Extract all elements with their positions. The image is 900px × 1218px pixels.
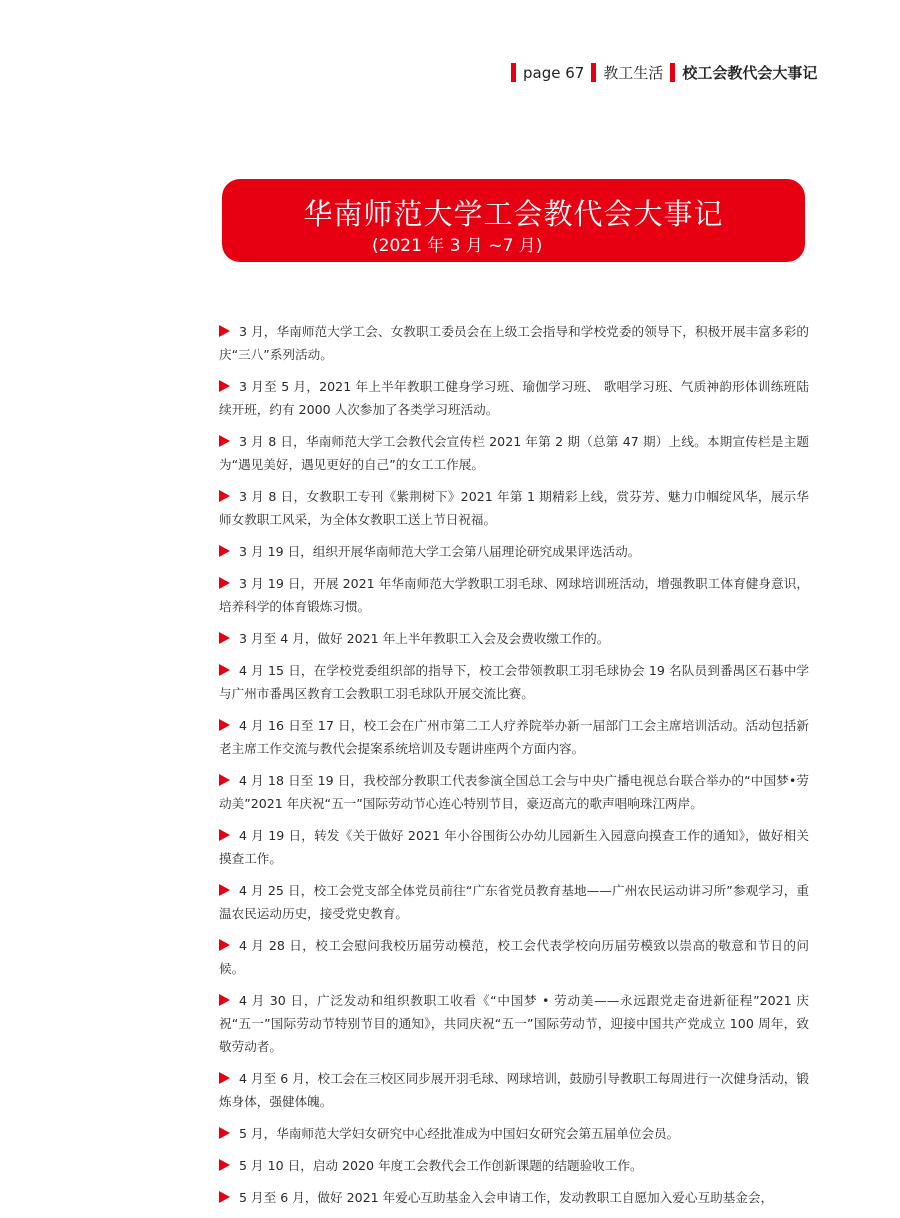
- date-range: (2021 年 3 月 ~7 月): [372, 236, 543, 256]
- list-item: 4 月 19 日，转发《关于做好 2021 年小谷围街公办幼儿园新生入园意向摸查工作的通知》，做好相关摸查工作。: [219, 828, 809, 866]
- list-item: 3 月 19 日，组织开展华南师范大学工会第八届理论研究成果评选活动。: [219, 540, 809, 563]
- list-item: 4 月 18 日至 19 日，我校部分教职工代表参演全国总工会与中央广播电视总台联合举办的“中国梦•劳动美”2021 年庆祝“五一”国际劳动节心连心特别节目，豪迈高亢的歌声唱响珠江两岸。: [219, 773, 809, 811]
- list-item: 3 月 8 日，女教职工专刊《紫荆树下》2021 年第 1 期精彩上线，赏芬芳、魅力巾帼绽风华，展示华师女教职工风采，为全体女教职工送上节日祝福。: [219, 489, 809, 527]
- triangle-bullet-icon: [219, 664, 230, 676]
- list-item: 5 月至 6 月，做好 2021 年爱心互助基金入会申请工作，发动教职工自愿加入爱心互助基金会，: [219, 1186, 809, 1209]
- triangle-bullet-icon: [219, 325, 230, 337]
- list-item: 5 月 10 日，启动 2020 年度工会教代会工作创新课题的结题验收工作。: [219, 1154, 809, 1177]
- header-accent-bar: [670, 63, 675, 82]
- triangle-bullet-icon: [219, 1159, 230, 1171]
- triangle-bullet-icon: [219, 939, 230, 951]
- triangle-bullet-icon: [219, 774, 230, 786]
- events-list: [219, 320, 809, 1218]
- list-item: 3 月 8 日，华南师范大学工会教代会宣传栏 2021 年第 2 期（总第 47 期）上线。本期宣传栏是主题为“遇见美好，遇见更好的自己”的女工工作展。: [219, 434, 809, 472]
- list-item: 5 月，华南师范大学妇女研究中心经批准成为中国妇女研究会第五届单位会员。: [219, 1122, 809, 1145]
- header-accent-bar: [511, 63, 516, 82]
- running-header: [511, 62, 824, 83]
- triangle-bullet-icon: [219, 490, 230, 502]
- list-item: 3 月至 4 月，做好 2021 年上半年教职工入会及会费收缴工作的。: [219, 627, 809, 650]
- list-item: 4 月 16 日至 17 日，校工会在广州市第二工人疗养院举办新一届部门工会主席培训活动。活动包括新老主席工作交流与教代会提案系统培训及专题讲座两个方面内容。: [219, 718, 809, 756]
- list-item: 4 月 15 日，在学校党委组织部的指导下，校工会带领教职工羽毛球协会 19 名队员到番禺区石碁中学与广州市番禺区教育工会教职工羽毛球队开展交流比赛。: [219, 663, 809, 701]
- list-item: 4 月 28 日，校工会慰问我校历届劳动模范，校工会代表学校向历届劳模致以崇高的敬意和节日的问候。: [219, 938, 809, 976]
- triangle-bullet-icon: [219, 380, 230, 392]
- triangle-bullet-icon: [219, 435, 230, 447]
- triangle-bullet-icon: [219, 884, 230, 896]
- page-title: 华南师范大学工会教代会大事记: [303, 197, 724, 231]
- triangle-bullet-icon: [219, 545, 230, 557]
- triangle-bullet-icon: [219, 1072, 230, 1084]
- triangle-bullet-icon: [219, 1127, 230, 1139]
- subsection-name: 校工会教代会大事记: [682, 64, 818, 82]
- triangle-bullet-icon: [219, 1191, 230, 1203]
- triangle-bullet-icon: [219, 632, 230, 644]
- triangle-bullet-icon: [219, 719, 230, 731]
- triangle-bullet-icon: [219, 577, 230, 589]
- list-item: 4 月 25 日，校工会党支部全体党员前往“广东省党员教育基地——广州农民运动讲习所”参观学习，重温农民运动历史，接受党史教育。: [219, 883, 809, 921]
- triangle-bullet-icon: [219, 829, 230, 841]
- list-item: 3 月 19 日，开展 2021 年华南师范大学教职工羽毛球、网球培训班活动，增强教职工体育健身意识，培养科学的体育锻炼习惯。: [219, 576, 809, 614]
- title-banner: [222, 179, 805, 262]
- list-item: 4 月 30 日，广泛发动和组织教职工收看《“中国梦 • 劳动美——永远跟党走奋进新征程”2021 庆祝“五一”国际劳动节特别节目的通知》，共同庆祝“五一”国际劳动节，迎接中国共产党成立 100 周年，致敬劳动者。: [219, 993, 809, 1054]
- list-item: 3 月至 5 月，2021 年上半年教职工健身学习班、瑜伽学习班、 歌唱学习班、气质神韵形体训练班陆续开班，约有 2000 人次参加了各类学习班活动。: [219, 379, 809, 417]
- page-number: page 67: [523, 63, 585, 82]
- header-accent-bar: [591, 63, 596, 82]
- triangle-bullet-icon: [219, 994, 230, 1006]
- list-item: 4 月至 6 月，校工会在三校区同步展开羽毛球、网球培训，鼓励引导教职工每周进行一次健身活动，锻炼身体，强健体魄。: [219, 1071, 809, 1109]
- section-name: 教工生活: [603, 64, 664, 82]
- list-item: 3 月，华南师范大学工会、女教职工委员会在上级工会指导和学校党委的领导下，积极开展丰富多彩的庆“三八”系列活动。: [219, 324, 809, 362]
